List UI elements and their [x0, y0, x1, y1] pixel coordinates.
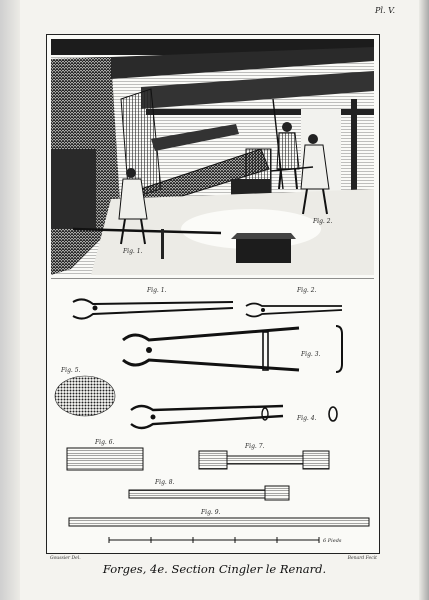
- fig5-label: Fig. 5.: [61, 367, 81, 374]
- page-left-edge: [0, 0, 20, 600]
- tongs-fig4: [131, 406, 283, 428]
- tongs-fig1: [73, 299, 233, 318]
- scale-label: 6 Pieds: [323, 538, 342, 544]
- scale-bar: [109, 537, 319, 543]
- tongs-fig2: [246, 304, 342, 317]
- bloom-block: [67, 448, 143, 470]
- tongs-fig3: [123, 328, 299, 370]
- foreground-anvil: [236, 239, 291, 263]
- fig9-label: Fig. 9.: [201, 509, 221, 516]
- fig8-label: Fig. 8.: [155, 479, 175, 486]
- bar-fig8: [129, 486, 289, 500]
- hook: [336, 326, 342, 372]
- scene-fig1-label: Fig. 1.: [123, 248, 143, 255]
- forge-scene: [51, 39, 374, 275]
- shaped-bar-fig7: [199, 451, 329, 469]
- fig1-label: Fig. 1.: [147, 287, 167, 294]
- anvil-top: [231, 233, 296, 239]
- fig4-label: Fig. 4.: [297, 415, 317, 422]
- engraving-plate: [46, 34, 380, 554]
- tools-panel: [51, 278, 374, 548]
- plate-caption: Forges, 4e. Section Cingler le Renard.: [102, 562, 327, 576]
- credit-draughtsman: Goussier Del.: [50, 556, 81, 561]
- plate-number: Pl. V.: [375, 6, 395, 15]
- fig3-label: Fig. 3.: [301, 351, 321, 358]
- fig7-label: Fig. 7.: [245, 443, 265, 450]
- fig2-label: Fig. 2.: [297, 287, 317, 294]
- ring: [329, 407, 337, 421]
- credit-engraver: Benard Fecit: [347, 556, 377, 561]
- cinder-heap: [55, 376, 115, 416]
- page-right-edge: [419, 0, 429, 600]
- long-bar-fig9: [69, 518, 369, 526]
- scene-fig2-label: Fig. 2.: [313, 218, 333, 225]
- furnace-mouth: [51, 149, 96, 229]
- tong-support: [161, 229, 164, 259]
- fig6-label: Fig. 6.: [95, 439, 115, 446]
